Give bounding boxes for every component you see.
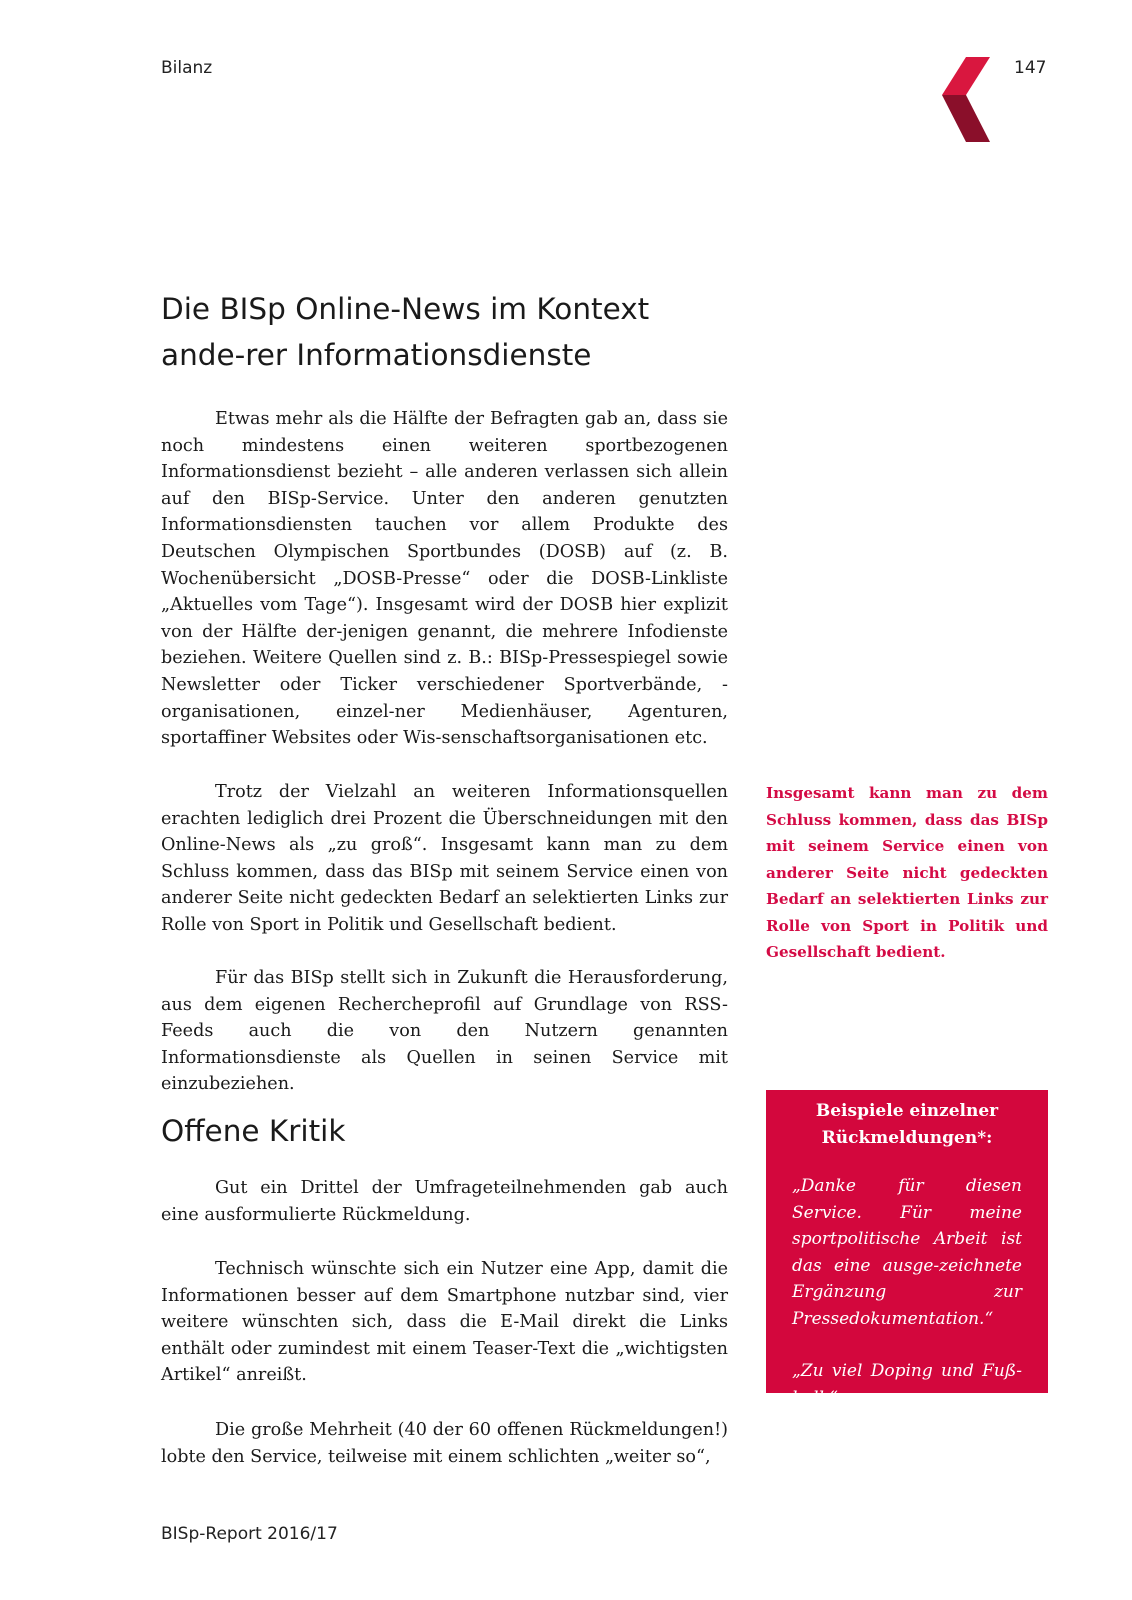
page-number: 147 bbox=[1014, 58, 1047, 78]
paragraph-text: Die große Mehrheit (40 der 60 offenen Rückmeldungen!) lobte den Service, teilweise mit einem schlichten „weiter so“, bbox=[161, 1420, 728, 1467]
margin-pullquote: Insgesamt kann man zu dem Schluss kommen, dass das BISp mit seinem Service einen von anderer Seite nicht gedeckten Bedarf an selektierten Links zur Rolle von Sport in Politik und Gesellschaft bedient. bbox=[766, 784, 1048, 961]
paragraph-text: Technisch wünschte sich ein Nutzer eine App, damit die Informationen besser auf dem Smartphone nutzbar sind, vier weitere wünschten sich, dass die E-Mail direkt die Links enthält oder zumindest mit einem Teaser-Text die „wichtigsten Artikel“ anreißt. bbox=[161, 1259, 728, 1386]
chevron-left-mark-icon bbox=[938, 57, 998, 142]
paragraph-text: Trotz der Vielzahl an weiteren Informationsquellen erachten lediglich drei Prozent die Überschneidungen mit den Online-News als „zu groß“. Insgesamt kann man zu dem Schluss kommen, dass das BISp mit seinem Service einen von anderer Seite nicht gedeckten Bedarf an selektierten Links zur Rolle von Sport in Politik und Gesellschaft bedient. bbox=[161, 782, 728, 935]
page-footer: BISp-Report 2016/17 bbox=[161, 1524, 338, 1544]
paragraph-text: Für das BISp stellt sich in Zukunft die Herausforderung, aus dem eigenen Rechercheprofil auf Grundlage von RSS-Feeds auch die von den Nutzern genannten Informationsdienste als Quellen in seinen Service mit einzubeziehen. bbox=[161, 968, 728, 1095]
paragraph bbox=[161, 965, 728, 1098]
paragraph bbox=[161, 1417, 728, 1470]
section-heading-offene-kritik: Offene Kritik bbox=[161, 1114, 346, 1148]
paragraph bbox=[161, 1256, 728, 1389]
paragraph-text: Etwas mehr als die Hälfte der Befragten gab an, dass sie noch mindestens einen weiteren sportbezogenen Informationsdienst bezieht – alle anderen verlassen sich allein auf den BISp-Service. Unter den anderen genutzten Informationsdiensten tauchen vor allem Produkte des Deutschen Olympischen Sportbundes (DOSB) auf (z. B. Wochenübersicht „DOSB-Presse“ oder die DOSB-Linkliste „Aktuelles vom Tage“). Insgesamt wird der DOSB hier explizit von der Hälfte der-jenigen genannt, die mehrere Infodienste beziehen. Weitere Quellen sind z. B.: BISp-Pressespiegel sowie Newsletter oder Ticker verschiedener Sportverbände, -organisationen, einzel-ner Medienhäuser, Agenturen, sportaffiner Websites oder Wis-senschaftsorganisationen etc. bbox=[161, 409, 728, 749]
feedback-examples-box bbox=[766, 1090, 1048, 1408]
feedback-quote: „Danke für diesen Service. Für meine sportpolitische Arbeit ist das eine ausge-zeichnete Ergänzung zur Pressedokumentation.“ bbox=[792, 1176, 1022, 1329]
feedback-box-title: Beispiele einzelner Rückmeldungen*: bbox=[815, 1101, 999, 1148]
paragraph bbox=[161, 779, 728, 939]
paragraph bbox=[161, 1175, 728, 1228]
section-heading-online-news: Die BISp Online-News im Kontext ande-rer Informationsdienste bbox=[161, 292, 650, 372]
paragraph-text: Gut ein Drittel der Umfrageteilnehmenden gab auch eine ausformulierte Rückmeldung. bbox=[161, 1178, 728, 1225]
feedback-quote: „Zu viel Doping und Fuß-ball.“ bbox=[792, 1361, 1022, 1408]
running-head: Bilanz bbox=[161, 58, 213, 78]
paragraph bbox=[161, 406, 728, 752]
